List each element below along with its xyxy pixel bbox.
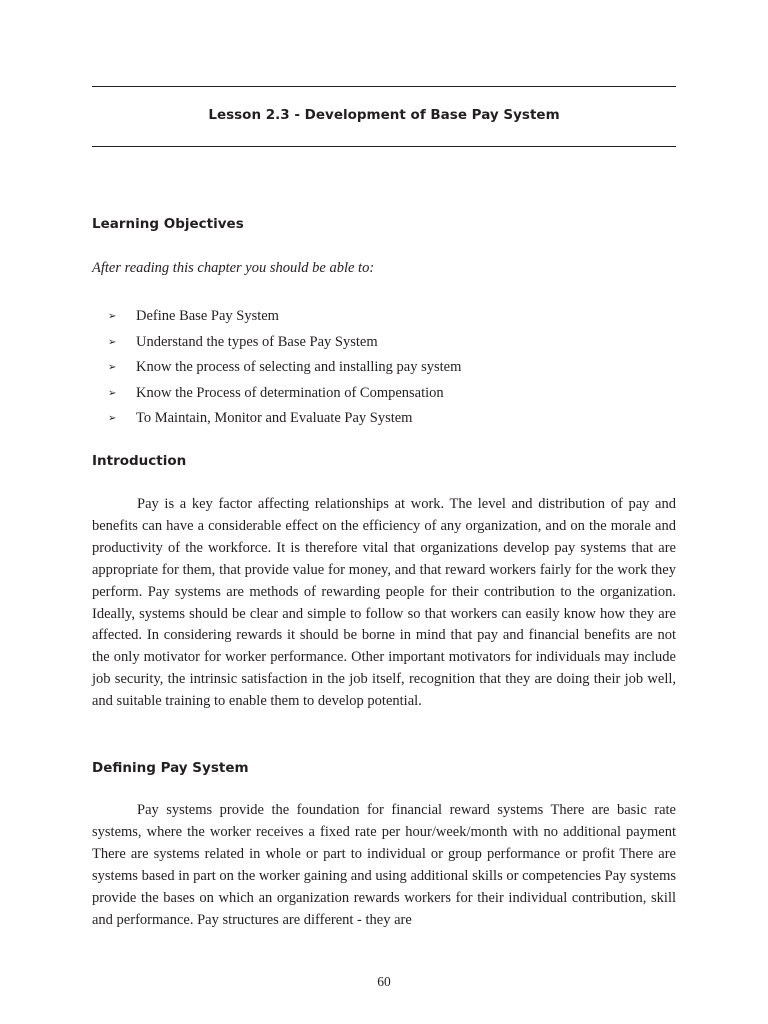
page-number: 60 xyxy=(377,974,391,989)
objective-text: Know the process of selecting and installing pay system xyxy=(136,359,462,375)
arrow-bullet-icon: ➢ xyxy=(108,362,117,373)
objective-item xyxy=(108,356,461,382)
objectives-intro: After reading this chapter you should be able to: xyxy=(92,260,375,276)
lesson-title: Lesson 2.3 - Development of Base Pay System xyxy=(208,107,560,123)
arrow-bullet-icon: ➢ xyxy=(108,387,117,399)
document-page xyxy=(92,0,676,1024)
objective-text: Understand the types of Base Pay System xyxy=(136,333,378,350)
learning-objectives-heading: Learning Objectives xyxy=(92,216,244,232)
introduction-paragraph: Pay is a key factor affecting relationships at work. The level and distribution of pay and benefits can have a considerable effect on the efficiency of any organization, and on the morale and productivity of the workforce. It is therefore vital that organizations develop pay systems that are appropriate for them, that provide value for money, and that reward workers fairly for the work they perform. Pay systems are methods of rewarding people for their contribution to the organization. Ideally, systems should be clear and simple to follow so that workers can easily know how they are affected. In considering rewards it should be borne in mind that pay and financial benefits are not the only motivator for worker performance. Other important motivators for individuals may include job security, the intrinsic satisfaction in the job itself, recognition that they are doing their job well, and suitable training to enable them to develop potential. xyxy=(92,496,676,710)
arrow-bullet-icon: ➢ xyxy=(108,336,117,348)
objective-item xyxy=(108,407,461,433)
objective-item xyxy=(108,331,461,357)
title-top-rule xyxy=(92,86,676,87)
objective-item xyxy=(108,382,461,408)
title-bottom-rule xyxy=(92,146,676,147)
introduction-heading: Introduction xyxy=(92,453,187,469)
objective-item xyxy=(108,305,461,331)
arrow-bullet-icon: ➢ xyxy=(108,311,117,322)
objective-text: Know the Process of determination of Compensation xyxy=(136,384,444,401)
defining-pay-system-heading: Defining Pay System xyxy=(92,760,249,776)
objectives-list xyxy=(108,305,461,433)
arrow-bullet-icon: ➢ xyxy=(108,413,117,424)
objective-text: Define Base Pay System xyxy=(136,308,279,324)
defining-pay-system-paragraph: Pay systems provide the foundation for financial reward systems There are basic rate systems, where the worker receives a fixed rate per hour/week/month with no additional payment There are systems related in whole or part to individual or group performance or profit There are systems based in part on the worker gaining and using additional skills or competencies Pay systems provide the bases on which an organization rewards workers for their individual contribution, skill and performance. Pay structures are different - they are xyxy=(92,802,676,928)
objective-text: To Maintain, Monitor and Evaluate Pay System xyxy=(136,410,413,426)
